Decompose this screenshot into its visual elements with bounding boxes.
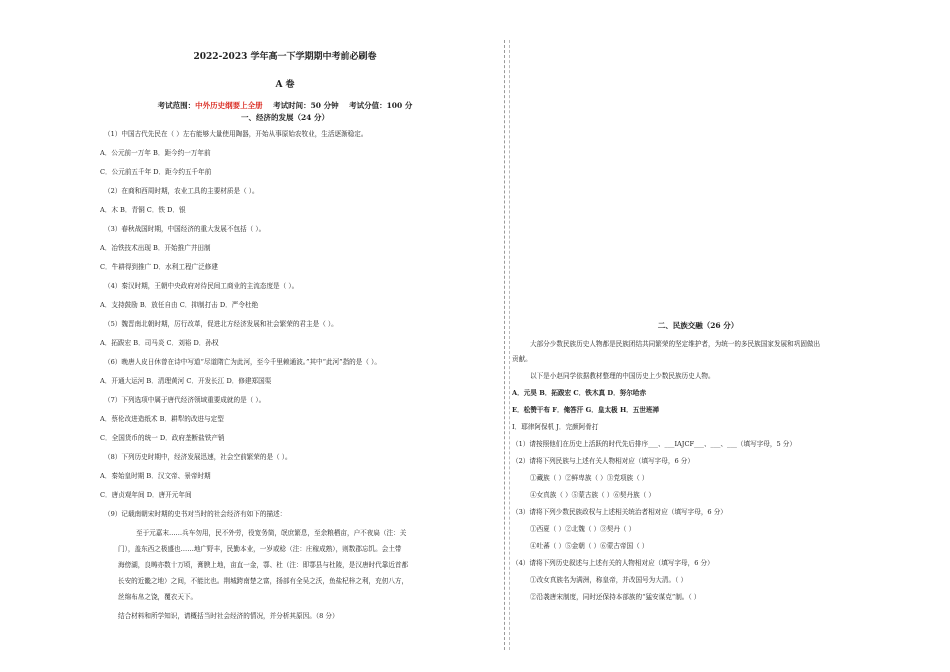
page-fold-line-secondary (509, 40, 510, 650)
question-stem: （8）下列历史时期中，经济发展迅速，社会空前繁荣的是（ ）。 (104, 453, 292, 461)
answer-options: C．公元前五千年 D．距今约五千年前 (100, 168, 212, 176)
question-stem: （2）在商和西周时期，农业工具的主要材质是（ ）。 (104, 187, 259, 195)
people-line-3: I．耶律阿保机 J．完颜阿骨打 (512, 423, 599, 431)
left-column (100, 50, 470, 621)
question-stem: （9）记载南朝宋时期的史书对当时的社会经济有如下的描述： (104, 510, 287, 518)
quote-line: 长安的近畿之地）之间，不能比也。荆城跨南楚之富，扬部有全吴之沃，鱼盐杞梓之利，充仞八方， (118, 577, 409, 585)
answer-options: A．支持鼓励 B．放任自由 C．抑制打击 D．严令杜绝 (100, 301, 259, 309)
economy-quote (100, 529, 470, 602)
answer-options: A．公元前一万年 B．距今约一万年前 (100, 149, 211, 157)
quote-line: 海傍湖，良畴亦数十万顷，膏腴上地，亩直一金，鄠、杜（注：即鄠县与杜陵，是汉唐时代靠近首都 (118, 561, 409, 569)
quote-line: 至于元嘉末……兵车勿用，民不外劳，役宽务简，氓庶繁息，至余粮栖亩，户不夜扃（注：关 (136, 529, 407, 537)
quote-line: 门），盖东西之极盛也……地广野丰，民勤本业，一岁或稔（注：庄稼成熟），则数郡忘饥。会土带 (118, 545, 402, 553)
question-event-match: （4）请将下列历史叙述与上述有关的人物相对应（填写字母，6 分） (512, 559, 714, 567)
economy-questions (100, 130, 470, 519)
people-line-2: E．松赞干布 F．俺答汗 G．皇太极 H．五世班禅 (512, 406, 660, 414)
answer-options: A．木 B．青铜 C．铁 D．银 (100, 206, 186, 214)
question-order: （1）请按照他们在历史上活跃的时代先后排序___、___IAJCF___、___、___（填写字母，5 分） (512, 440, 796, 448)
answer-options: A．冶铁技术出现 B．开始推广井田制 (100, 244, 211, 252)
answer-options: A．开通大运河 B．清理黄河 C．开发长江 D．修建郑国渠 (100, 377, 272, 385)
people-line-1: A．元昊 B．拓跋宏 C．铁木真 D．努尔哈赤 (512, 389, 647, 397)
regime-match-row-1: ①西夏（ ）②北魏（ ）③契丹（ ） (530, 525, 636, 533)
intro-line-2: 贡献。 (512, 355, 532, 363)
ethnic-match-row-2: ④女真族（ ）⑤蒙古族（ ）⑥契丹族（ ） (530, 491, 655, 499)
question-stem: （1）中国古代先民在（ ）左右能够大量使用陶器，开始从事原始农牧业，生活逐渐稳定。 (104, 130, 368, 138)
event-match-row-1: ①改女真族名为满洲，称皇帝，并改国号为大清。（ ） (530, 576, 688, 584)
scope-value: 中外历史纲要上全册 (195, 101, 263, 110)
question-stem: （5）魏晋南北朝时期，厉行改革，促进北方经济发展和社会繁荣的君主是（ ）。 (104, 320, 338, 328)
exam-title: 2022-2023 学年高一下学期期中考前必刷卷 (193, 52, 377, 62)
answer-options: C．全国货币的统一 D．政府垄断盐铁产销 (100, 434, 225, 442)
regime-match-row-2: ④吐蕃（ ）⑤金朝（ ）⑥蒙古帝国（ ） (530, 542, 649, 550)
final-question: 结合材料和所学知识，请概括当时社会经济的情况，并分析其原因。（8 分） (118, 612, 339, 620)
answer-options: C．牛耕得到推广 D．水利工程广泛修建 (100, 263, 218, 271)
question-stem: （6）晚唐人皮日休曾在诗中写道“尽道隋亡为此河，至今千里赖通波。”其中“此河”指的是（ ）。 (104, 358, 381, 366)
answer-options: A．蔡伦改进造纸术 B．耕犁的改进与定型 (100, 415, 224, 423)
page-fold-line (504, 40, 505, 650)
question-ethnic-match: （2）请将下列民族与上述有关人物相对应（填写字母，6 分） (512, 457, 694, 465)
right-column (512, 320, 884, 602)
section-heading-ethnic: 二、民族交融（26 分） (657, 321, 739, 330)
answer-options: C．唐贞观年间 D．唐开元年间 (100, 491, 192, 499)
paper-label: A 卷 (275, 80, 295, 90)
ethnic-match-row-1: ①藏族（ ）②鲜卑族（ ）③党项族（ ） (530, 474, 649, 482)
question-stem: （3）春秋战国时期，中国经济的重大发展不包括（ ）。 (104, 225, 266, 233)
answer-options: A．秦始皇时期 B．汉文帝、景帝时期 (100, 472, 211, 480)
intro-line-1: 大部分少数民族历史人物都是民族团结共同繁荣的坚定维护者，为统一的多民族国家发展和巩固做出 (530, 340, 821, 348)
intro-line-3: 以下是小赵同学依据教材整理的中国历史上少数民族历史人物。 (530, 372, 715, 380)
section-heading-economy: 一、经济的发展（24 分） (240, 113, 330, 122)
time-label: 考试时间：50 分钟 (273, 101, 339, 110)
answer-options: A．拓跋宏 B．司马炎 C．刘裕 D．孙权 (100, 339, 219, 347)
quote-line: 丝绵布帛之饶，覆衣天下。 (118, 593, 198, 601)
scope-label: 考试范围： (157, 101, 196, 110)
exam-meta (100, 100, 470, 112)
question-regime-match: （3）请将下列少数民族政权与上述相关统治者相对应（填写字母，6 分） (512, 508, 727, 516)
event-match-row-2: ②沿袭唐宋制度，同时还保持本部族的“猛安谋克”制。（ ） (530, 593, 701, 601)
score-label: 考试分值：100 分 (349, 101, 413, 110)
question-stem: （7）下列选项中属于唐代经济领域重要成就的是（ ）。 (104, 396, 266, 404)
question-stem: （4）秦汉时期，王朝中央政府对待民间工商业的主流态度是（ ）。 (104, 282, 299, 290)
